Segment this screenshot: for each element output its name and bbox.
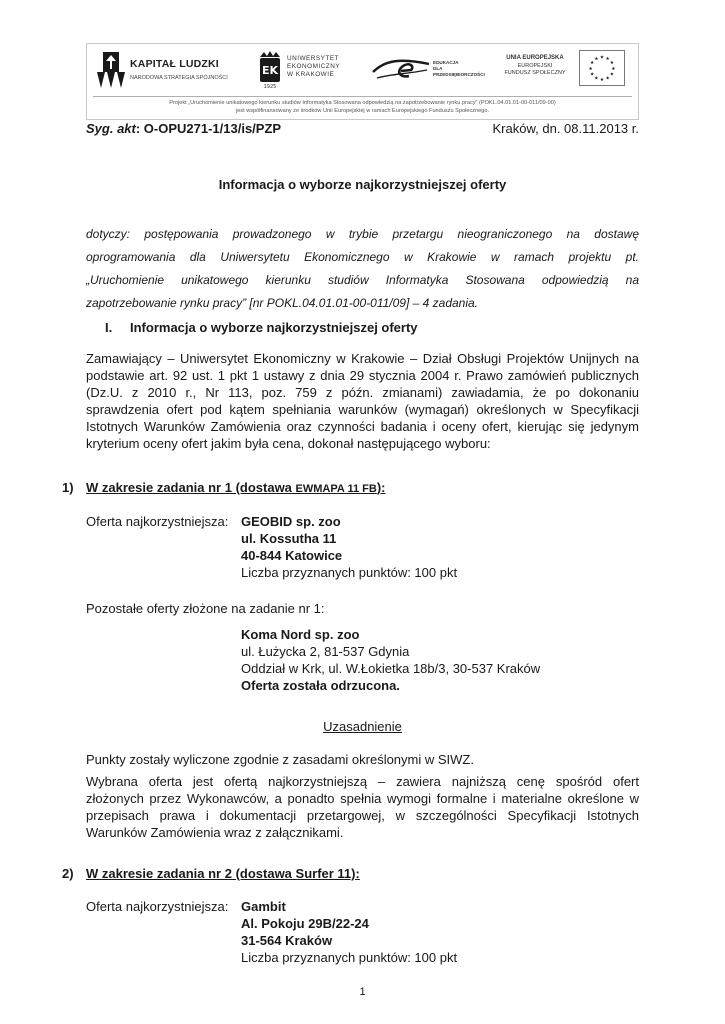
justification-paragraph bbox=[86, 773, 639, 841]
svg-text:★: ★ bbox=[605, 57, 610, 63]
task-number: 1) bbox=[62, 480, 74, 495]
project-note-line: jest współfinansowany ze środków Unii Europejskiej w ramach Europejskiego Funduszu Społecznego. bbox=[235, 108, 490, 114]
section-number: I. bbox=[105, 320, 113, 335]
other-offer-street: ul. Łużycka 2, 81-537 Gdynia bbox=[241, 644, 410, 659]
case-reference-label: Syg. akt bbox=[86, 121, 136, 136]
paragraph-line: przepisach prawa i dokumentacji przetargowej, w szczególności Specyfikacji Istotnych bbox=[86, 808, 639, 823]
section-heading: Informacja o wyborze najkorzystniejszej oferty bbox=[130, 320, 418, 335]
justification-heading: Uzasadnienie bbox=[323, 719, 402, 734]
task-heading: W zakresie zadania nr 2 (dostawa Surfer 11): bbox=[86, 866, 360, 881]
university-name-line: UNIWERSYTET bbox=[287, 55, 340, 62]
university-name-line: W KRAKOWIE bbox=[287, 71, 335, 78]
best-offer-name: GEOBID sp. zoo bbox=[241, 514, 341, 529]
edukacja-logo bbox=[371, 48, 489, 92]
logo-bar bbox=[87, 44, 638, 96]
paragraph-line: (Dz.U. z 2010 r., Nr 113, poz. 759 z późn. zmianami) zawiadamia, że po dokonaniu bbox=[86, 385, 639, 400]
edukacja-text-line: DLA bbox=[433, 66, 443, 71]
university-logo bbox=[257, 48, 362, 92]
university-name bbox=[287, 55, 340, 79]
justification-note: Punkty zostały wyliczone zgodnie z zasadami określonymi w SIWZ. bbox=[86, 752, 474, 767]
edukacja-text-line: PRZEDSIĘBIORCZOŚCI bbox=[433, 72, 485, 77]
other-offer-status: Oferta została odrzucona. bbox=[241, 678, 400, 693]
paragraph-line: złożonych przez Wykonawców, a ponadto spełnia wymogi formalne i materialne określone w bbox=[86, 791, 639, 806]
eu-text-line: UNIA EUROPEJSKA bbox=[506, 55, 564, 61]
best-offer-name: Gambit bbox=[241, 899, 286, 914]
other-offers-label: Pozostałe oferty złożone na zadanie nr 1: bbox=[86, 601, 325, 616]
paragraph-line: kryterium oceny ofert jakim była cena, dokonał następującego wyboru: bbox=[86, 436, 491, 451]
subject-line: zapotrzebowanie rynku pracy” [nr POKL.04.01.01-00-011/09] – 4 zadania. bbox=[86, 296, 479, 310]
best-offer-address bbox=[241, 898, 457, 966]
svg-text:★: ★ bbox=[599, 78, 605, 84]
best-offer-label: Oferta najkorzystniejsza: bbox=[86, 899, 229, 914]
svg-text:EK: EK bbox=[261, 64, 279, 77]
best-offer-label: Oferta najkorzystniejsza: bbox=[86, 514, 229, 529]
eu-flag-icon bbox=[579, 50, 625, 86]
svg-text:★: ★ bbox=[599, 55, 605, 61]
svg-text:★: ★ bbox=[609, 61, 614, 67]
svg-text:★: ★ bbox=[594, 57, 599, 63]
paragraph-line: Zamawiający – Uniwersytet Ekonomiczny w Krakowie – Dział Obsługi Projektów Unijnych na bbox=[86, 351, 639, 366]
other-offer-address bbox=[241, 626, 540, 694]
edukacja-text bbox=[433, 60, 485, 78]
university-year: 1925 bbox=[263, 84, 277, 90]
best-offer-city: 40-844 Katowice bbox=[241, 548, 343, 563]
kapital-ludzki-icon bbox=[97, 52, 125, 88]
project-note bbox=[87, 99, 638, 115]
best-offer-points: Liczba przyznanych punktów: 100 pkt bbox=[241, 950, 458, 965]
svg-text:★: ★ bbox=[588, 66, 593, 72]
document-title: Informacja o wyborze najkorzystniejszej oferty bbox=[218, 177, 507, 192]
best-offer-address bbox=[241, 513, 457, 581]
university-crest-icon bbox=[257, 50, 283, 90]
eu-logo bbox=[497, 48, 632, 92]
best-offer-points: Liczba przyznanych punktów: 100 pkt bbox=[241, 565, 458, 580]
best-offer-city: 31-564 Kraków bbox=[241, 933, 333, 948]
svg-text:★: ★ bbox=[605, 76, 610, 82]
eu-text bbox=[497, 55, 573, 78]
paragraph-line: sprawdzenia ofert pod kątem spełniania warunków (wymagań) określonych w Specyfikacji bbox=[86, 402, 639, 417]
place-date: Kraków, dn. 08.11.2013 r. bbox=[492, 121, 639, 136]
project-note-line: Projekt „Uruchomienie unikatowego kierunku studiów Informatyka Stosowana odpowiedzią na zapotrzebowanie rynku pracy” (POKL.04.01.01-00-011/09-00) bbox=[169, 100, 556, 106]
subject-line: „Uruchomienie unikatowego kierunku studiów Informatyka Stosowana odpowiedzią na bbox=[86, 273, 639, 287]
paragraph-line: podstawie art. 92 ust. 1 pkt 1 ustawy z dnia 29 stycznia 2004 r. Prawo zamówień publicznych bbox=[86, 368, 639, 383]
eu-text-line: FUNDUSZ SPOŁECZNY bbox=[504, 70, 566, 76]
edukacja-text-line: EDUKACJA bbox=[433, 60, 459, 65]
task-heading bbox=[86, 479, 386, 498]
case-reference bbox=[86, 120, 281, 137]
header-divider bbox=[93, 96, 632, 97]
paragraph-line: Istotnych Warunków Zamówienia oraz czynności badania i oceny ofert, kierując się jedynym bbox=[86, 419, 639, 434]
task-heading-product: EWMAPA 11 FB bbox=[295, 483, 377, 495]
paragraph-line: Wybrana oferta jest ofertą najkorzystniejszą – zawiera najniższą cenę spośród ofert bbox=[86, 774, 639, 789]
page-number: 1 bbox=[359, 986, 366, 998]
svg-text:★: ★ bbox=[590, 72, 595, 78]
subject-line: dotyczy: postępowania prowadzonego w trybie przetargu nieograniczonego na dostawę bbox=[86, 227, 639, 241]
task-heading-text: W zakresie zadania nr 1 (dostawa bbox=[86, 480, 296, 495]
subject-line: oprogramowania dla Uniwersytetu Ekonomicznego w Krakowie w ramach projektu pt. bbox=[86, 250, 639, 264]
subject-paragraph bbox=[86, 223, 639, 315]
svg-text:★: ★ bbox=[609, 72, 614, 78]
university-name-line: EKONOMICZNY bbox=[287, 63, 341, 70]
edukacja-swoosh-icon bbox=[371, 52, 433, 86]
kapital-ludzki-title: KAPITAŁ LUDZKI bbox=[130, 58, 219, 70]
kapital-ludzki-subtitle: NARODOWA STRATEGIA SPÓJNOŚCI bbox=[130, 75, 228, 81]
document-header bbox=[86, 43, 639, 120]
task-number: 2) bbox=[62, 866, 74, 881]
best-offer-street: Al. Pokoju 29B/22-24 bbox=[241, 916, 369, 931]
other-offer-name: Koma Nord sp. zoo bbox=[241, 627, 360, 642]
other-offer-branch: Oddział w Krk, ul. W.Łokietka 18b/3, 30-537 Kraków bbox=[241, 661, 541, 676]
kapital-ludzki-logo bbox=[97, 48, 232, 92]
paragraph-line: Warunków Zamówienia wraz z załącznikami. bbox=[86, 825, 344, 840]
svg-text:★: ★ bbox=[594, 76, 599, 82]
svg-text:★: ★ bbox=[590, 61, 595, 67]
best-offer-street: ul. Kossutha 11 bbox=[241, 531, 337, 546]
section-paragraph bbox=[86, 350, 639, 452]
case-reference-value: : O-OPU271-1/13/is/PZP bbox=[135, 121, 282, 136]
task-heading-end: ): bbox=[376, 480, 386, 495]
svg-text:★: ★ bbox=[611, 66, 616, 72]
eu-text-line: EUROPEJSKI bbox=[517, 62, 553, 69]
